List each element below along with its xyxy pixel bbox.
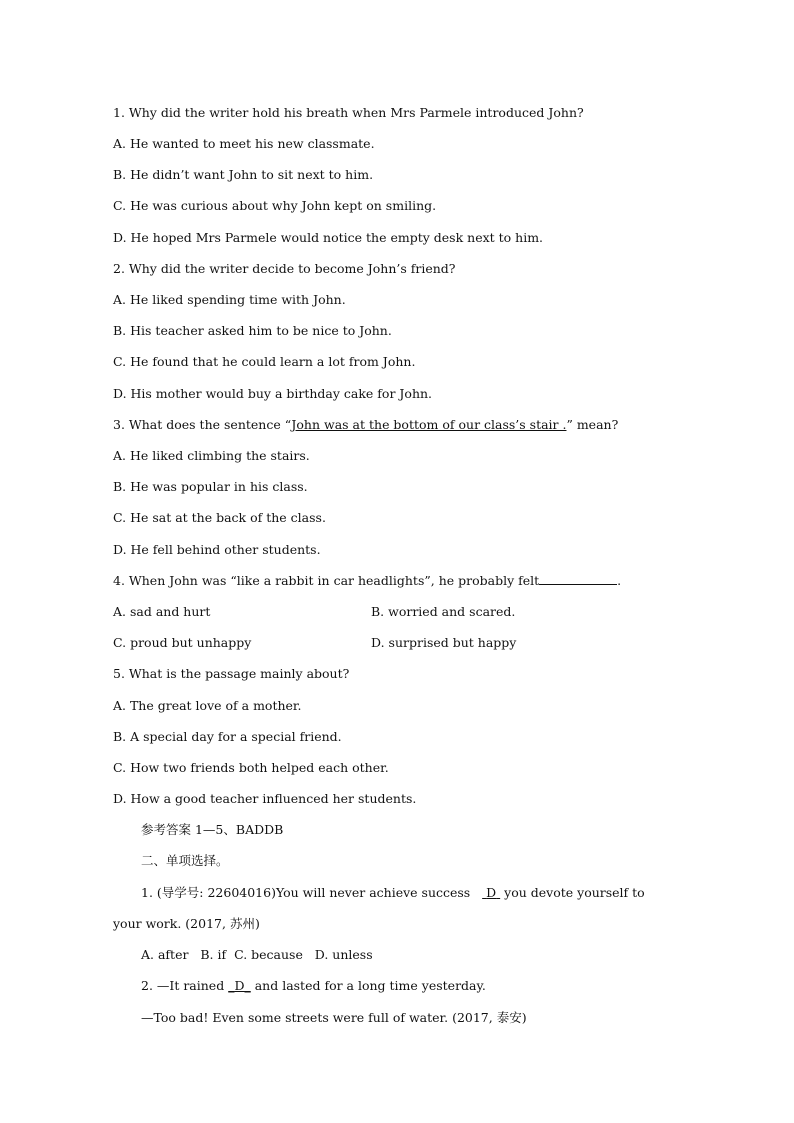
single-choice-1-line2: your work. (2017, 苏州) [113, 916, 260, 931]
question-4-option-d: D. surprised but happy [371, 635, 517, 650]
question-3-option-d: D. He fell behind other students. [113, 542, 321, 557]
question-3-option-b: B. He was popular in his class. [113, 479, 308, 494]
question-1-option-b: B. He didn’t want John to sit next to him. [113, 167, 374, 182]
single-choice-2-line2: —Too bad! Even some streets were full of water. (2017, 泰安) [141, 1010, 527, 1025]
question-4-option-b: B. worried and scared. [371, 604, 516, 619]
question-5-option-a: A. The great love of a mother. [113, 698, 302, 713]
question-4-option-a: A. sad and hurt [113, 604, 211, 619]
single-choice-1-answer-letter: D [486, 885, 497, 900]
question-4-stem [113, 573, 621, 589]
question-2-option-a: A. He liked spending time with John. [113, 292, 346, 307]
question-3-underlined-sentence: John was at the bottom of our class’s stair . [291, 417, 567, 432]
single-choice-2-answer-letter: D [234, 978, 245, 993]
question-2-option-b: B. His teacher asked him to be nice to John. [113, 323, 392, 338]
question-4-answer-blank [539, 573, 617, 585]
question-3-stem-pre: 3. What does the sentence “ [113, 417, 292, 432]
question-2-option-c: C. He found that he could learn a lot from John. [113, 354, 416, 369]
single-choice-2-suffix: and lasted for a long time yesterday. [254, 978, 486, 993]
question-4-stem-post: . [617, 573, 622, 588]
question-4-option-c: C. proud but unhappy [113, 635, 252, 650]
section-heading: 二、单项选择。 [141, 853, 229, 868]
single-choice-1-answer [482, 885, 500, 900]
single-choice-1-prefix: 1. (导学号: 22604016)You will never achieve success [141, 885, 471, 900]
question-3-stem [113, 417, 618, 433]
question-1-option-d: D. He hoped Mrs Parmele would notice the empty desk next to him. [113, 230, 544, 245]
single-choice-2-prefix: 2. —It rained [141, 978, 225, 993]
question-1-option-a: A. He wanted to meet his new classmate. [113, 136, 375, 151]
single-choice-1-line1 [141, 885, 645, 901]
question-3-stem-post: ” mean? [566, 417, 619, 432]
single-choice-2-answer: _D_ [228, 978, 251, 993]
question-4-stem-pre: 4. When John was “like a rabbit in car headlights”, he probably felt [113, 573, 540, 588]
question-5-option-b: B. A special day for a special friend. [113, 729, 342, 744]
answer-key: 参考答案 1—5、BADDB [141, 822, 284, 837]
question-1-option-c: C. He was curious about why John kept on smiling. [113, 198, 437, 213]
question-2-stem: 2. Why did the writer decide to become John’s friend? [113, 261, 456, 276]
question-2-option-d: D. His mother would buy a birthday cake for John. [113, 386, 433, 401]
single-choice-2-line1 [141, 978, 486, 994]
question-5-option-d: D. How a good teacher influenced her students. [113, 791, 417, 806]
single-choice-1-options: A. after B. if C. because D. unless [141, 947, 373, 962]
question-1-stem: 1. Why did the writer hold his breath when Mrs Parmele introduced John? [113, 105, 584, 120]
question-5-stem: 5. What is the passage mainly about? [113, 666, 350, 681]
question-3-option-a: A. He liked climbing the stairs. [113, 448, 310, 463]
question-3-option-c: C. He sat at the back of the class. [113, 510, 326, 525]
single-choice-1-suffix: you devote yourself to [504, 885, 645, 900]
question-5-option-c: C. How two friends both helped each other. [113, 760, 389, 775]
